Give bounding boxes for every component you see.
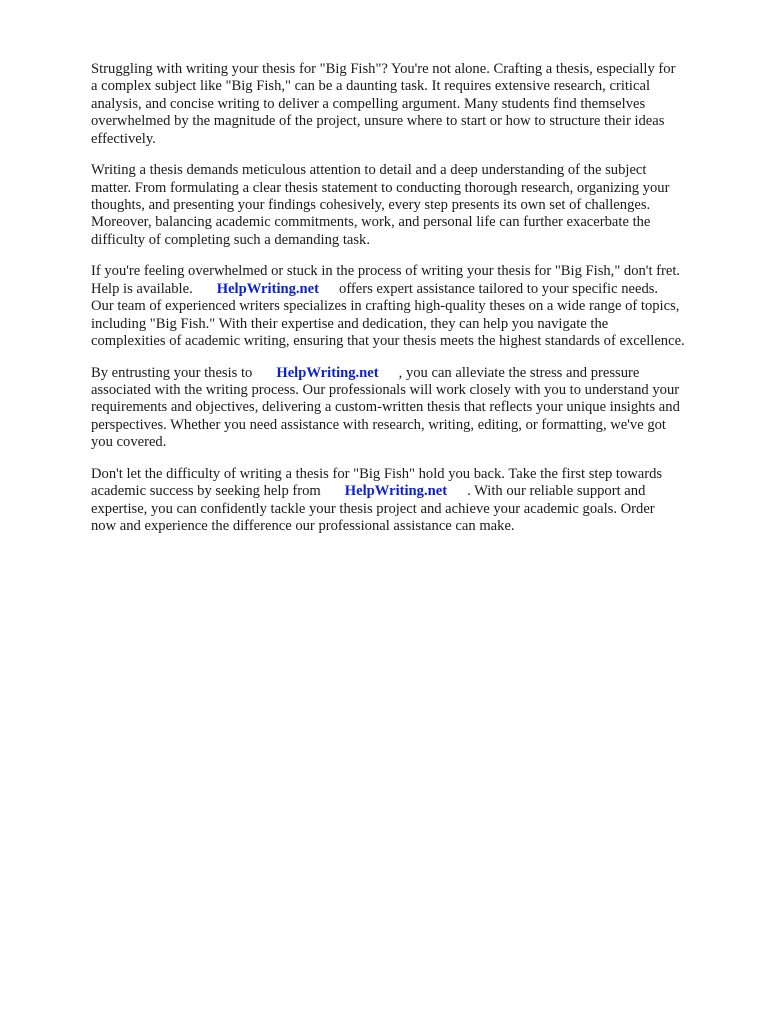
text-segment: , you can alleviate the stress and pressure — [398, 364, 640, 381]
paragraph-5 — [91, 466, 731, 536]
text-line: you covered. — [91, 434, 167, 451]
paragraph-3 — [91, 263, 731, 350]
text-line: complexities of academic writing, ensuring that your thesis meets the highest standards of excellence. — [91, 333, 685, 350]
text-segment: . With our reliable support and — [467, 483, 646, 500]
text-line: a complex subject like "Big Fish," can be a daunting task. It requires extensive research, critical — [91, 78, 650, 95]
text-line: Struggling with writing your thesis for "Big Fish"? You're not alone. Crafting a thesis, especially for — [91, 61, 676, 77]
text-line: perspectives. Whether you need assistance with research, writing, editing, or formatting, we've got — [91, 416, 666, 433]
helpwriting-link[interactable]: HelpWriting.net — [216, 280, 320, 297]
text-line: Writing a thesis demands meticulous attention to detail and a deep understanding of the subject — [91, 162, 647, 179]
text-line: difficulty of completing such a demanding task. — [91, 231, 370, 248]
text-line-with-link — [91, 365, 731, 382]
text-segment: Help is available. — [91, 280, 193, 297]
helpwriting-link[interactable]: HelpWriting.net — [276, 364, 379, 381]
text-line-with-link — [91, 483, 731, 500]
text-line: effectively. — [91, 130, 156, 147]
text-line-with-link — [91, 281, 731, 298]
text-segment: offers expert assistance tailored to your specific needs. — [339, 280, 659, 297]
text-line: now and experience the difference our professional assistance can make. — [91, 518, 515, 535]
text-line: Moreover, balancing academic commitments, work, and personal life can further exacerbate the — [91, 214, 651, 231]
paragraph-4 — [91, 365, 731, 452]
paragraph-2 — [91, 162, 731, 249]
paragraph-1 — [91, 61, 731, 148]
helpwriting-link[interactable]: HelpWriting.net — [344, 483, 448, 500]
text-line: overwhelmed by the magnitude of the project, unsure where to start or how to structure their ideas — [91, 113, 665, 130]
text-line: Our team of experienced writers specializes in crafting high-quality theses on a wide range of topics, — [91, 298, 680, 315]
text-line: matter. From formulating a clear thesis statement to conducting thorough research, organizing your — [91, 179, 670, 196]
text-line: associated with the writing process. Our professionals will work closely with you to understand your — [91, 382, 680, 399]
text-line: including "Big Fish." With their expertise and dedication, they can help you navigate the — [91, 315, 609, 332]
text-segment: academic success by seeking help from — [91, 483, 321, 500]
text-line: analysis, and concise writing to deliver a compelling argument. Many students find themselves — [91, 95, 646, 112]
text-line: expertise, you can confidently tackle your thesis project and achieve your academic goals. Order — [91, 500, 655, 517]
text-segment: By entrusting your thesis to — [91, 364, 253, 381]
text-line: requirements and objectives, delivering a custom-written thesis that reflects your unique insights and — [91, 399, 680, 416]
text-line: thoughts, and presenting your findings cohesively, every step presents its own set of challenges. — [91, 197, 651, 214]
document-body — [91, 61, 731, 550]
text-line: Don't let the difficulty of writing a thesis for "Big Fish" hold you back. Take the first step towards — [91, 465, 663, 482]
text-line: If you're feeling overwhelmed or stuck in the process of writing your thesis for "Big Fish," don't fret. — [91, 263, 681, 280]
